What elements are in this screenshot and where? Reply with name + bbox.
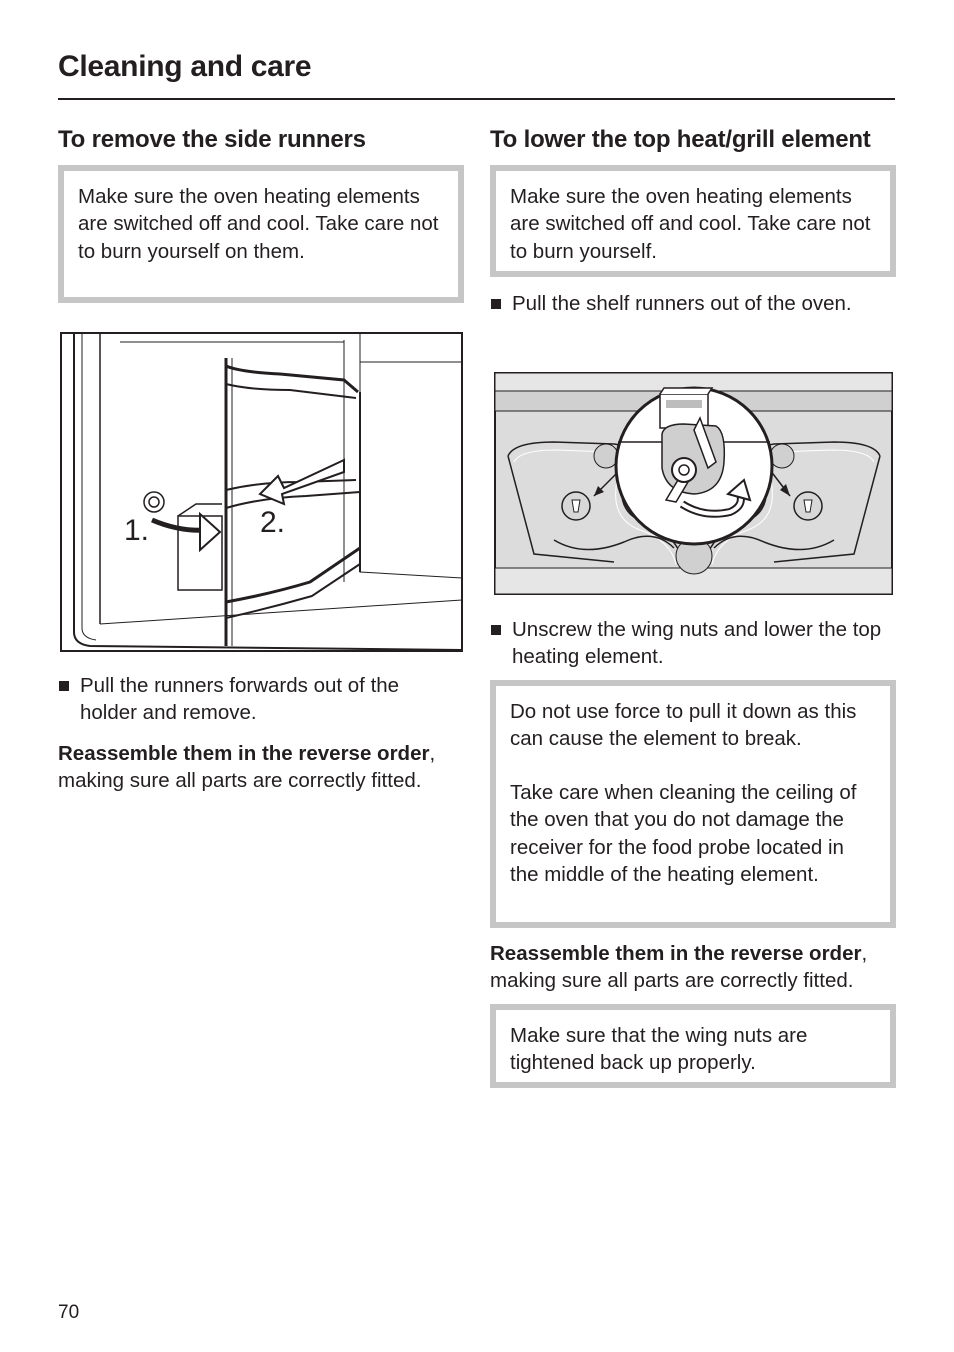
grill-element-warning-box xyxy=(490,165,896,277)
grill-reassemble-bold: Reassemble them in the reverse order xyxy=(490,941,862,965)
side-runners-reassemble-bold: Reassemble them in the reverse order xyxy=(58,741,430,765)
side-runners-heading: To remove the side runners xyxy=(58,126,366,153)
grill-element-heading: To lower the top heat/grill element xyxy=(490,126,871,153)
side-runners-warning-box xyxy=(58,165,464,303)
side-runners-reassemble-rest: , making sure all parts are correctly fitted. xyxy=(58,741,436,792)
bullet-square-icon xyxy=(59,681,69,691)
side-runners-illustration xyxy=(60,332,464,652)
grill-element-warning-text: Make sure the oven heating elements are switched off and cool. Take care not to burn yourself. xyxy=(510,185,871,263)
left-column-lower xyxy=(58,672,458,794)
right-column xyxy=(490,124,896,317)
right-column-lower xyxy=(490,616,896,1088)
grill-reassemble xyxy=(490,940,896,995)
side-runners-reassemble xyxy=(58,740,458,795)
page-number: 70 xyxy=(58,1302,80,1323)
page-title: Cleaning and care xyxy=(58,50,312,83)
grill-bullet-2 xyxy=(490,616,896,671)
grill-reassemble-rest: , making sure all parts are correctly fitted. xyxy=(490,941,868,992)
title-rule xyxy=(58,98,895,100)
grill-element-illustration xyxy=(494,372,894,596)
step-2-label: 2. xyxy=(260,506,286,539)
bullet-square-icon xyxy=(491,625,501,635)
grill-bullet-1 xyxy=(490,290,896,317)
step-1-label: 1. xyxy=(124,514,150,547)
grill-caution-box xyxy=(490,680,896,928)
side-runners-warning-text: Make sure the oven heating elements are switched off and cool. Take care not to burn yourself on them. xyxy=(78,185,439,263)
side-runners-bullet-text: Pull the runners forwards out of the holder and remove. xyxy=(80,674,400,725)
left-column xyxy=(58,124,464,303)
grill-caution-text-2: Take care when cleaning the ceiling of the oven that you do not damage the receiver for the food probe located in the middle of the heating element. xyxy=(510,781,857,887)
wing-nuts-note-box xyxy=(490,1004,896,1088)
grill-bullet-1-text: Pull the shelf runners out of the oven. xyxy=(512,292,852,315)
grill-bullet-2-text: Unscrew the wing nuts and lower the top heating element. xyxy=(512,618,882,669)
wing-nuts-note-text: Make sure that the wing nuts are tightened back up properly. xyxy=(510,1024,808,1075)
grill-caution-text-1: Do not use force to pull it down as this can cause the element to break. xyxy=(510,699,857,750)
bullet-square-icon xyxy=(491,299,501,309)
side-runners-bullet xyxy=(58,672,458,727)
